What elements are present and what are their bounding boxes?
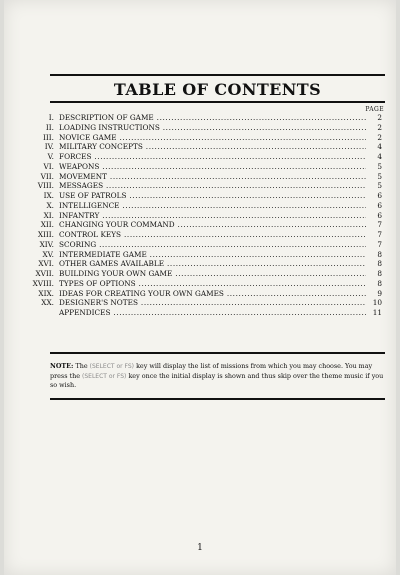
toc-entry-page: 4: [366, 142, 382, 152]
toc-entry: [14, 250, 386, 260]
toc-entry: [14, 113, 386, 123]
toc-entry-number: XVIII.: [32, 278, 54, 288]
toc-entry: [14, 240, 386, 250]
toc-entry: [14, 123, 386, 133]
toc-entry-title: FORCES .....: [59, 152, 374, 162]
toc-entry-number: VII.: [40, 171, 54, 181]
toc-entry: [14, 191, 386, 201]
toc-entry-number: III.: [43, 132, 54, 142]
toc-entry-page: 8: [366, 259, 382, 269]
toc-entry-number: XII.: [40, 220, 54, 230]
toc-entry-page: 8: [366, 269, 382, 279]
toc-entry: [14, 259, 386, 269]
toc-entry-page: 7: [366, 230, 382, 240]
toc-entry-number: XIII.: [37, 230, 54, 239]
toc-entry-page: 8: [366, 250, 382, 260]
toc-entry-title: CHANGING YOUR COMMAND .....: [59, 220, 374, 230]
toc-entry-title: MESSAGES .....: [59, 181, 374, 191]
page-number: 1: [197, 543, 203, 553]
title-rule-bottom: [50, 101, 385, 103]
toc-entry-title: APPENDICES .....: [59, 308, 374, 318]
toc-entry-page: 5: [366, 181, 382, 191]
toc-entry-page: 4: [366, 152, 382, 162]
toc-entry: [14, 133, 386, 143]
toc-entry-number: X.: [46, 200, 54, 210]
toc-entry-title: TYPES OF OPTIONS .....: [59, 279, 374, 289]
select-key-reference: (SELECT or FS): [82, 372, 127, 380]
toc-entry-title: WEAPONS .....: [59, 162, 374, 172]
note-rule-bottom: [50, 398, 385, 400]
toc-entry-page: 5: [366, 172, 382, 182]
toc-entry-title: NOVICE GAME .....: [59, 133, 374, 143]
document-page: [4, 0, 396, 575]
toc-entry-page: 7: [366, 220, 382, 230]
toc-entry-page: 7: [366, 240, 382, 250]
note-rule-top: [50, 352, 385, 354]
toc-entry-title: BUILDING YOUR OWN GAME .....: [59, 269, 374, 279]
toc-entry: [14, 152, 386, 162]
toc-entry-number: XVII.: [35, 269, 54, 278]
toc-entry-number: XIV.: [39, 239, 54, 249]
toc-entry-number: IV.: [44, 142, 54, 152]
toc-entry-title: CONTROL KEYS .....: [59, 230, 374, 240]
toc-entry-number: XX.: [41, 298, 54, 308]
toc-entry-page: 8: [366, 279, 382, 289]
toc-entry-title: DESCRIPTION OF GAME .....: [59, 113, 374, 123]
toc-entry-title: IDEAS FOR CREATING YOUR OWN GAMES .....: [59, 289, 374, 299]
toc-entry: [14, 211, 386, 221]
page-column-header: PAGE: [365, 106, 384, 113]
table-of-contents: [14, 113, 386, 318]
toc-entry: [14, 172, 386, 182]
toc-entry-number: VIII.: [37, 181, 54, 191]
toc-entry: [14, 230, 386, 240]
toc-entry: [14, 298, 386, 308]
toc-entry-number: V.: [47, 152, 54, 161]
toc-entry: [14, 220, 386, 230]
toc-entry-page: 6: [366, 201, 382, 211]
toc-entry-page: 6: [366, 191, 382, 201]
toc-entry-number: I.: [48, 113, 54, 122]
toc-entry-title: OTHER GAMES AVAILABLE .....: [59, 259, 374, 269]
note-text-3: key once the initial display is shown and thus skip over the theme music if you so wish.: [50, 371, 384, 390]
note-label: NOTE:: [50, 362, 74, 370]
toc-entry-title: MOVEMENT .....: [59, 172, 374, 182]
toc-entry-number: XVI.: [38, 259, 54, 269]
toc-entry-number: IX.: [43, 191, 54, 200]
toc-entry: [14, 289, 386, 299]
toc-entry: [14, 279, 386, 289]
toc-entry-title: INTERMEDIATE GAME .....: [59, 250, 374, 260]
toc-entry-page: 6: [366, 211, 382, 221]
toc-entry-number: II.: [45, 122, 54, 132]
toc-entry-page: 2: [366, 133, 382, 143]
toc-entry-number: XI.: [43, 210, 54, 220]
toc-entry: [14, 142, 386, 152]
page-title: TABLE OF CONTENTS: [113, 80, 322, 99]
toc-entry: [14, 269, 386, 279]
toc-entry-title: LOADING INSTRUCTIONS .....: [59, 123, 374, 133]
select-key-reference: (SELECT or FS): [89, 363, 135, 370]
note-text-2: key will display the list of missions from which you may choose. You may press the: [50, 362, 373, 380]
toc-entry-title: INTELLIGENCE .....: [59, 201, 374, 211]
title-rule-top: [50, 74, 385, 76]
toc-entry-page: 2: [366, 123, 382, 133]
toc-entry-title: USE OF PATROLS .....: [59, 191, 374, 201]
toc-entry-title: MILITARY CONCEPTS .....: [59, 142, 374, 152]
toc-entry-page: 11: [366, 308, 382, 318]
toc-entry: [14, 308, 386, 318]
toc-entry-page: 5: [366, 162, 382, 172]
toc-entry: [14, 201, 386, 211]
toc-entry-page: 9: [366, 289, 382, 299]
toc-entry-number: XV.: [42, 249, 54, 259]
toc-entry-title: INFANTRY .....: [59, 211, 374, 221]
toc-entry-number: VI.: [43, 161, 54, 171]
toc-entry-number: XIX.: [38, 288, 54, 298]
toc-entry-title: SCORING .....: [59, 240, 374, 250]
toc-entry-page: 10: [366, 298, 382, 308]
toc-entry: [14, 181, 386, 191]
note-paragraph: [50, 362, 388, 391]
toc-entry: [14, 162, 386, 172]
note-text-1: The: [73, 362, 90, 370]
toc-entry-page: 2: [366, 113, 382, 123]
toc-entry-title: DESIGNER'S NOTES .....: [59, 298, 374, 308]
